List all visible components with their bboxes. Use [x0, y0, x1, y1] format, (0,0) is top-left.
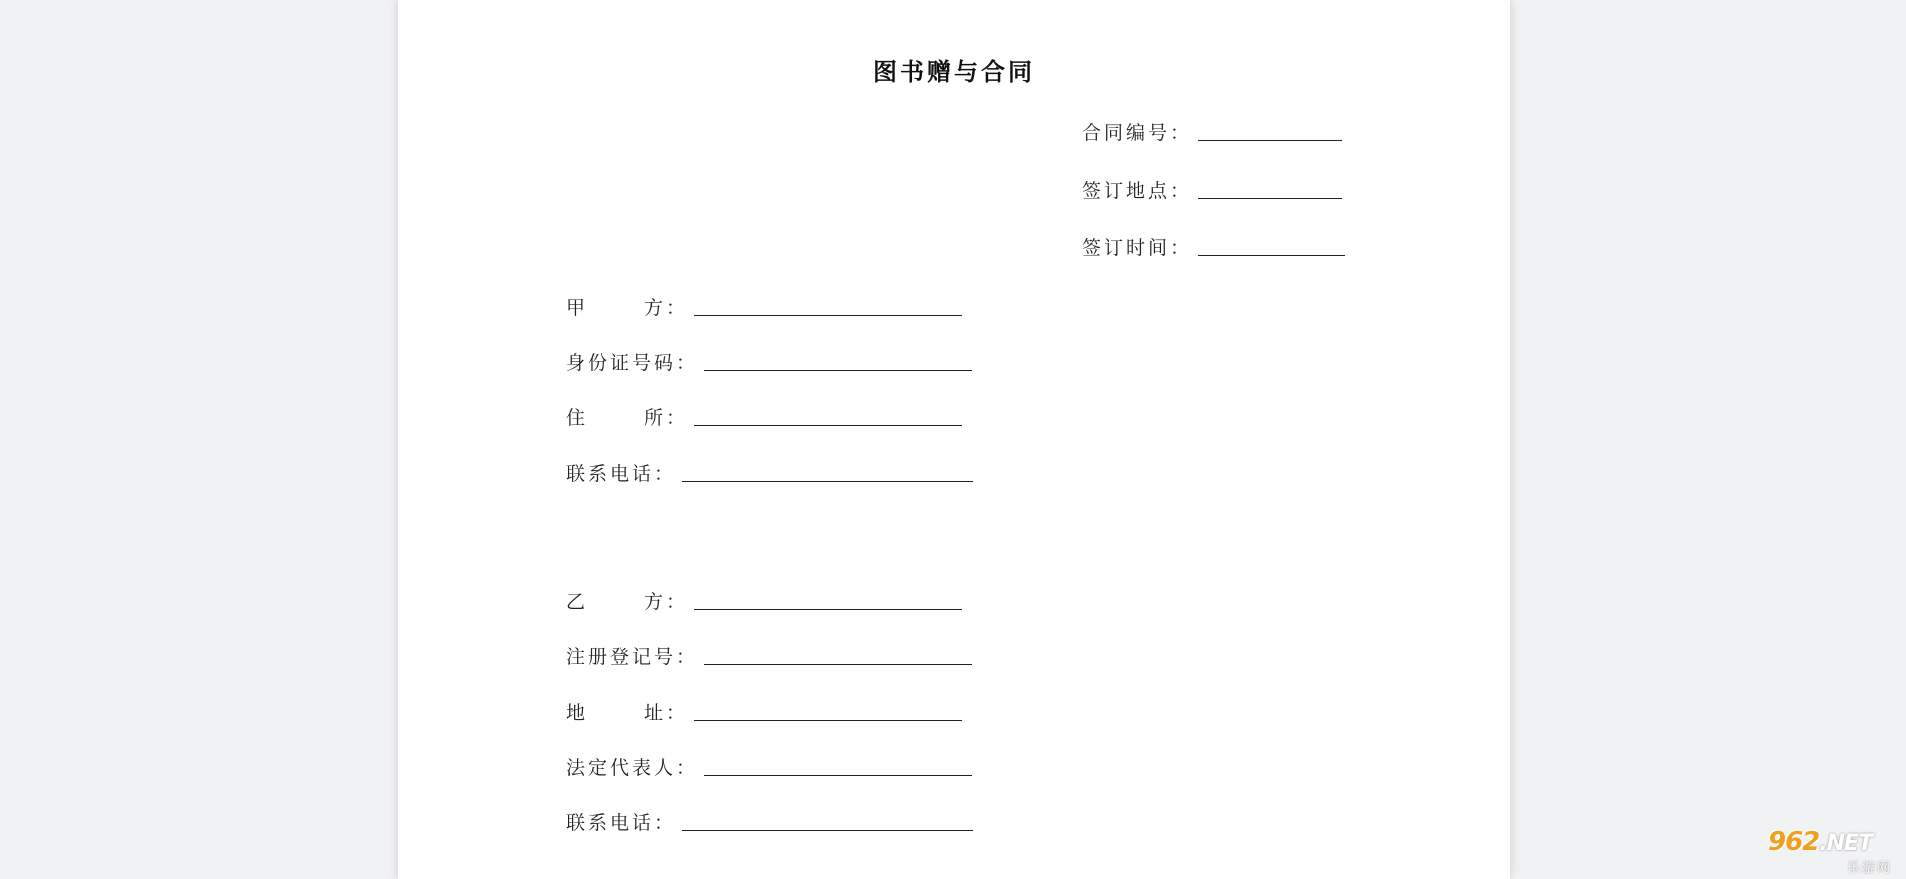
- party-a-blank: [694, 314, 962, 316]
- watermark-brand: 962: [1768, 827, 1820, 857]
- party-a-id-field: [566, 345, 972, 375]
- watermark-suffix: .NET: [1819, 831, 1873, 856]
- party-a-field: [566, 290, 962, 320]
- party-b-label-right: 方：: [643, 591, 688, 613]
- document-title: 图书赠与合同: [873, 57, 1035, 86]
- party-b-phone-label: 联系电话：: [566, 812, 677, 834]
- party-b-label: [566, 587, 688, 614]
- contract-number-blank: [1198, 139, 1342, 141]
- document-page: [398, 0, 1510, 879]
- signing-time-field: [1082, 230, 1345, 260]
- party-a-address-blank: [694, 424, 962, 426]
- signing-place-blank: [1198, 197, 1342, 199]
- signing-time-label: 签订时间：: [1082, 237, 1193, 259]
- party-b-registration-field: [566, 639, 972, 669]
- party-a-address-label-left: 住: [566, 407, 589, 429]
- party-b-address-blank: [694, 719, 962, 721]
- contract-number-label: 合同编号：: [1082, 122, 1193, 144]
- party-b-representative-label: 法定代表人：: [566, 757, 699, 779]
- watermark-tagline: 乐游网: [1846, 861, 1892, 876]
- party-a-label: [566, 293, 688, 320]
- party-b-blank: [694, 608, 962, 610]
- party-b-address-label-left: 地: [566, 702, 589, 724]
- party-b-address-label: [566, 698, 688, 725]
- party-b-field: [566, 584, 962, 614]
- party-a-address-label: [566, 403, 688, 430]
- party-a-id-label: 身份证号码：: [566, 352, 699, 374]
- party-b-registration-label: 注册登记号：: [566, 646, 699, 668]
- party-b-phone-blank: [682, 829, 973, 831]
- party-a-label-right: 方：: [643, 297, 688, 319]
- party-b-representative-blank: [704, 774, 972, 776]
- party-a-address-label-right: 所：: [643, 407, 688, 429]
- party-a-phone-label: 联系电话：: [566, 463, 677, 485]
- signing-time-blank: [1198, 254, 1345, 256]
- party-a-label-left: 甲: [566, 297, 589, 319]
- contract-number-field: [1082, 115, 1342, 145]
- party-b-address-field: [566, 695, 962, 725]
- party-a-phone-field: [566, 456, 973, 486]
- signing-place-field: [1082, 173, 1342, 203]
- site-watermark-logo: [1768, 827, 1898, 876]
- party-b-phone-field: [566, 805, 973, 835]
- party-b-registration-blank: [704, 663, 972, 665]
- party-b-label-left: 乙: [566, 591, 589, 613]
- party-a-id-blank: [704, 369, 972, 371]
- party-b-representative-field: [566, 750, 972, 780]
- party-a-phone-blank: [682, 480, 973, 482]
- party-b-address-label-right: 址：: [643, 702, 688, 724]
- party-a-address-field: [566, 400, 962, 430]
- signing-place-label: 签订地点：: [1082, 180, 1193, 202]
